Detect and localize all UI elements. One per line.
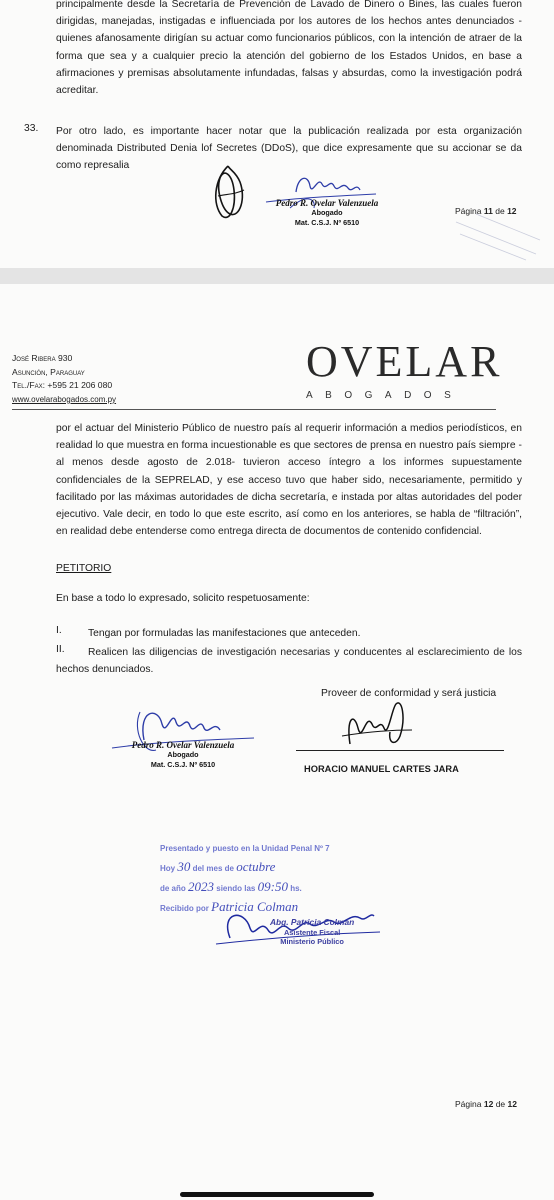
page-number: 11 [483,206,493,216]
page-label: Página [455,206,482,216]
signature-line [296,750,504,751]
fiscal-institution: Ministerio Público [280,937,344,947]
firm-logo: OVELAR [306,337,503,386]
home-indicator[interactable] [180,1192,374,1197]
stamp-received-label: Recibido por [160,904,209,913]
stamp-received-by: Patricia Colman [211,899,299,914]
paragraph-33 [56,123,522,175]
address-street: José Ribera 930 [12,353,73,363]
page-indicator [455,1099,517,1109]
page-of: de [495,206,505,216]
signer-name-cartes: HORACIO MANUEL CARTES JARA [304,764,459,774]
letterhead-address [12,352,116,406]
page-number: 12 [483,1099,494,1109]
stamp-year-label: de año [160,884,186,893]
signer-registration: Mat. C.S.J. Nº 6510 [294,218,360,227]
firm-logo-subtitle: ABOGADOS [306,390,464,401]
page-separator [0,268,554,284]
item-text: Tengan por formuladas las manifestaciones que anteceden. [88,628,361,639]
petitorio-intro: En base a todo lo expresado, solicito respetuosamente: [56,593,310,604]
stamp-date-line [160,858,330,878]
signer-title: Abogado [311,208,343,217]
page-total: 12 [507,1099,517,1109]
item-number: II. [56,644,65,655]
stamp-time-unit: hs. [290,884,302,893]
closing-formula: Proveer de conformidad y será justicia [321,688,497,699]
signer-title: Abogado [167,750,199,759]
stamp-time-line [160,878,330,898]
document-page-11 [0,0,554,268]
fiscal-role: Asistente Fiscal [283,927,341,937]
document-page-12 [0,284,554,1162]
address-city: Asunción, Paraguay [12,366,85,377]
stamp-hoy-label: Hoy [160,864,176,873]
page-of: de [495,1099,506,1109]
paragraph-text: por el actuar del Ministerio Público de nuestro país al requerir información a medios periodísticos, en realidad lo que muestra en forma incuestionable es que sectores de prensa en nuestro país siempre - al menos desde agosto de 2.018- tuvieron acceso íntegro a los informes supuestamente confidenciales de la SEPRELAD, y ese acceso tuvo que haber sido, necesariamente, permitido y facilitado por las máximas autoridades de dicha secretaría, e instada por altas autoridades del poder ejecutivo. Vale decir, en todo lo que este escrito, así como en los anteriores, se habla de “filtración”, en realidad debe entenderse como entrega directa de documentos de contenido confidencial. [56,423,522,538]
signer-registration: Mat. C.S.J. Nº 6510 [150,760,216,769]
fiscal-name: Abg. Patricia Colmán [270,917,355,927]
page-total: 12 [507,206,517,216]
stamp-header: Presentado y puesto en la Unidad Penal Nº 7 [160,844,330,853]
paragraph-continued [56,0,522,99]
paragraph-text: Por otro lado, es importante hacer notar que la publicación realizada por esta organización denominada Distributed Denia lof Secretes (DDoS), que dice expresamente que su accionar se da como represalia [56,126,522,172]
signature-block-ovelar [262,198,392,228]
signature-cartes-mark [336,688,416,754]
fiscal-stamp [270,918,354,947]
page-label: Página [455,1099,482,1109]
signer-name: Pedro R. Ovelar Valenzuela [131,740,235,750]
website-link[interactable]: www.ovelarabogados.com.py [12,394,117,404]
stamp-day: 30 [177,859,191,874]
stamp-time-label: siendo las [216,884,256,893]
item-text: Realicen las diligencias de investigación necesarias y conducentes al esclarecimiento de los hechos denunciados. [56,647,522,676]
signer-name: Pedro R. Ovelar Valenzuela [275,198,379,208]
stamp-month: octubre [236,859,276,874]
paragraph-text: principalmente desde la Secretaría de Prevención de Lavado de Dinero o Bines, las cuales fueron dirigidas, manejadas, instigadas e influenciada por los autores de los hechos antes denunciados - quienes afanosamente dirigían su actuar como funcionarios públicos, con la intención de atraer de la forma que sea y a cualquier precio la atención del gobierno de los Estados Unidos, en base a afirmaciones y premisas absolutamente infundadas, falsas y absurdas, como la investigación podrá acreditar. [56,0,522,97]
stamp-time: 09:50 [257,879,288,894]
stamp-month-label: del mes de [192,864,234,873]
signature-block-ovelar [118,740,248,770]
paragraph-33-continued [56,420,522,540]
paragraph-number: 33. [24,123,39,134]
stamp-year: 2023 [188,879,215,894]
item-number: I. [56,625,62,636]
faint-stamp-mark [446,200,546,264]
address-phone: Tel./Fax: +595 21 206 080 [12,380,113,391]
letterhead-divider [12,409,496,410]
petitorio-heading: PETITORIO [56,563,112,574]
